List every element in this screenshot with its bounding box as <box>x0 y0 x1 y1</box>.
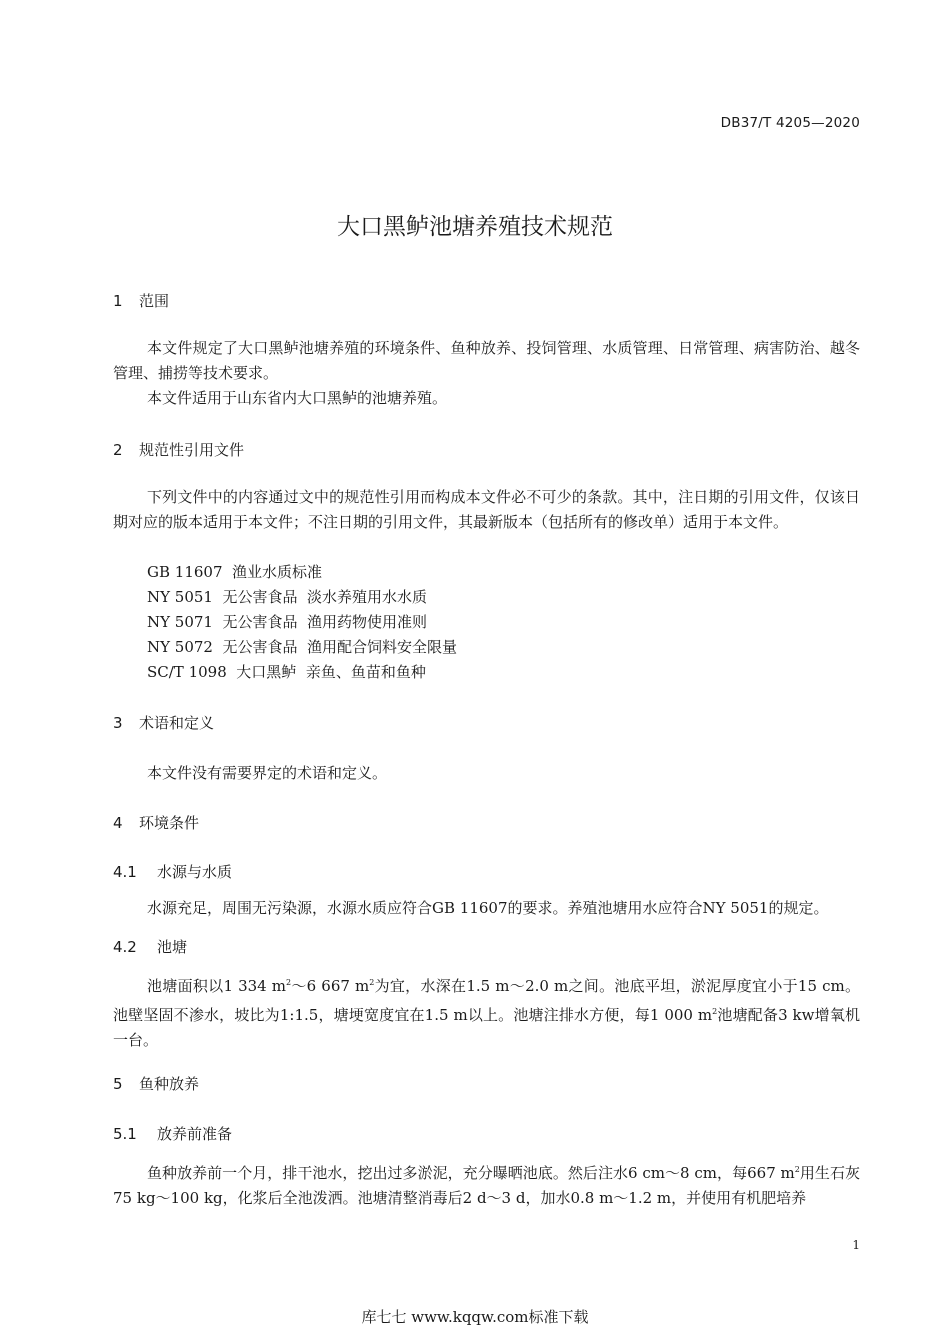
section-title: 范围 <box>139 292 170 310</box>
section-title: 环境条件 <box>139 814 200 832</box>
stocking-prep-paragraph: 鱼种放养前一个月，排干池水，挖出过多淤泥，充分曝晒池底。然后注水6 cm～8 cm，每667 $m^2$用生石灰75 kg～100 kg，化浆后全池泼洒。池塘清整消毒后2 d～3 d，加水0.8 m～1.2 m，并使用有机肥培养 <box>113 1164 860 1207</box>
reference-item: NY 5051 无公害食品 淡水养殖用水水质 <box>147 588 428 606</box>
water-source-paragraph: 水源充足，周围无污染源，水源水质应符合GB 11607的要求。养殖池塘用水应符合NY 5051的规定。 <box>147 899 829 917</box>
section-heading-3 <box>113 712 214 733</box>
pond-paragraph: 池塘面积以1 334 $m^2\sim 6$ 667 $m^2$为宜，水深在1.5 m～2.0 m之间。池底平坦，淤泥厚度宜小于15 cm。池壁坚固不渗水，坡比为1:1.5，塘埂宽度宜在1.5 m以上。池塘注排水方便，每1 000 $m^2$池塘配备3 kw增氧机一台。 <box>113 977 860 1049</box>
section-heading-1 <box>113 290 169 311</box>
subsection-heading-4-2 <box>113 936 187 957</box>
section-number: 4 <box>113 814 123 832</box>
reference-item: SC/T 1098 大口黑鲈 亲鱼、鱼苗和鱼种 <box>147 663 426 681</box>
section-number: 5 <box>113 1075 123 1093</box>
subsection-title: 放养前准备 <box>157 1125 233 1143</box>
section-title: 术语和定义 <box>139 714 215 732</box>
reference-item: NY 5071 无公害食品 渔用药物使用准则 <box>147 613 428 631</box>
page-number: 1 <box>852 1238 860 1252</box>
section-heading-4 <box>113 812 199 833</box>
reference-item: GB 11607 渔业水质标准 <box>147 563 323 581</box>
subsection-heading-5-1 <box>113 1123 232 1144</box>
section-number: 1 <box>113 292 123 310</box>
subsection-number: 5.1 <box>113 1125 137 1143</box>
footer-watermark: 库七七 www.kqqw.com标准下载 <box>361 1308 589 1326</box>
section-heading-2 <box>113 439 244 460</box>
document-title: 大口黑鲈池塘养殖技术规范 <box>337 214 613 240</box>
section-heading-5 <box>113 1073 199 1094</box>
reference-item: NY 5072 无公害食品 渔用配合饲料安全限量 <box>147 638 458 656</box>
subsection-number: 4.2 <box>113 938 137 956</box>
section-title: 规范性引用文件 <box>139 441 245 459</box>
section-number: 3 <box>113 714 123 732</box>
subsection-title: 水源与水质 <box>157 863 233 881</box>
subsection-heading-4-1 <box>113 861 232 882</box>
terms-paragraph: 本文件没有需要界定的术语和定义。 <box>147 764 388 782</box>
subsection-number: 4.1 <box>113 863 137 881</box>
section-number: 2 <box>113 441 123 459</box>
scope-applicability: 本文件适用于山东省内大口黑鲈的池塘养殖。 <box>147 389 448 407</box>
section-title: 鱼种放养 <box>139 1075 200 1093</box>
subsection-title: 池塘 <box>157 938 188 956</box>
scope-paragraph: 本文件规定了大口黑鲈池塘养殖的环境条件、鱼种放养、投饲管理、水质管理、日常管理、病害防治、越冬管理、捕捞等技术要求。 <box>113 339 860 382</box>
references-paragraph: 下列文件中的内容通过文中的规范性引用而构成本文件必不可少的条款。其中，注日期的引用文件，仅该日期对应的版本适用于本文件；不注日期的引用文件，其最新版本（包括所有的修改单）适用于本文件。 <box>113 488 860 531</box>
standard-code: DB37/T 4205—2020 <box>720 115 860 131</box>
